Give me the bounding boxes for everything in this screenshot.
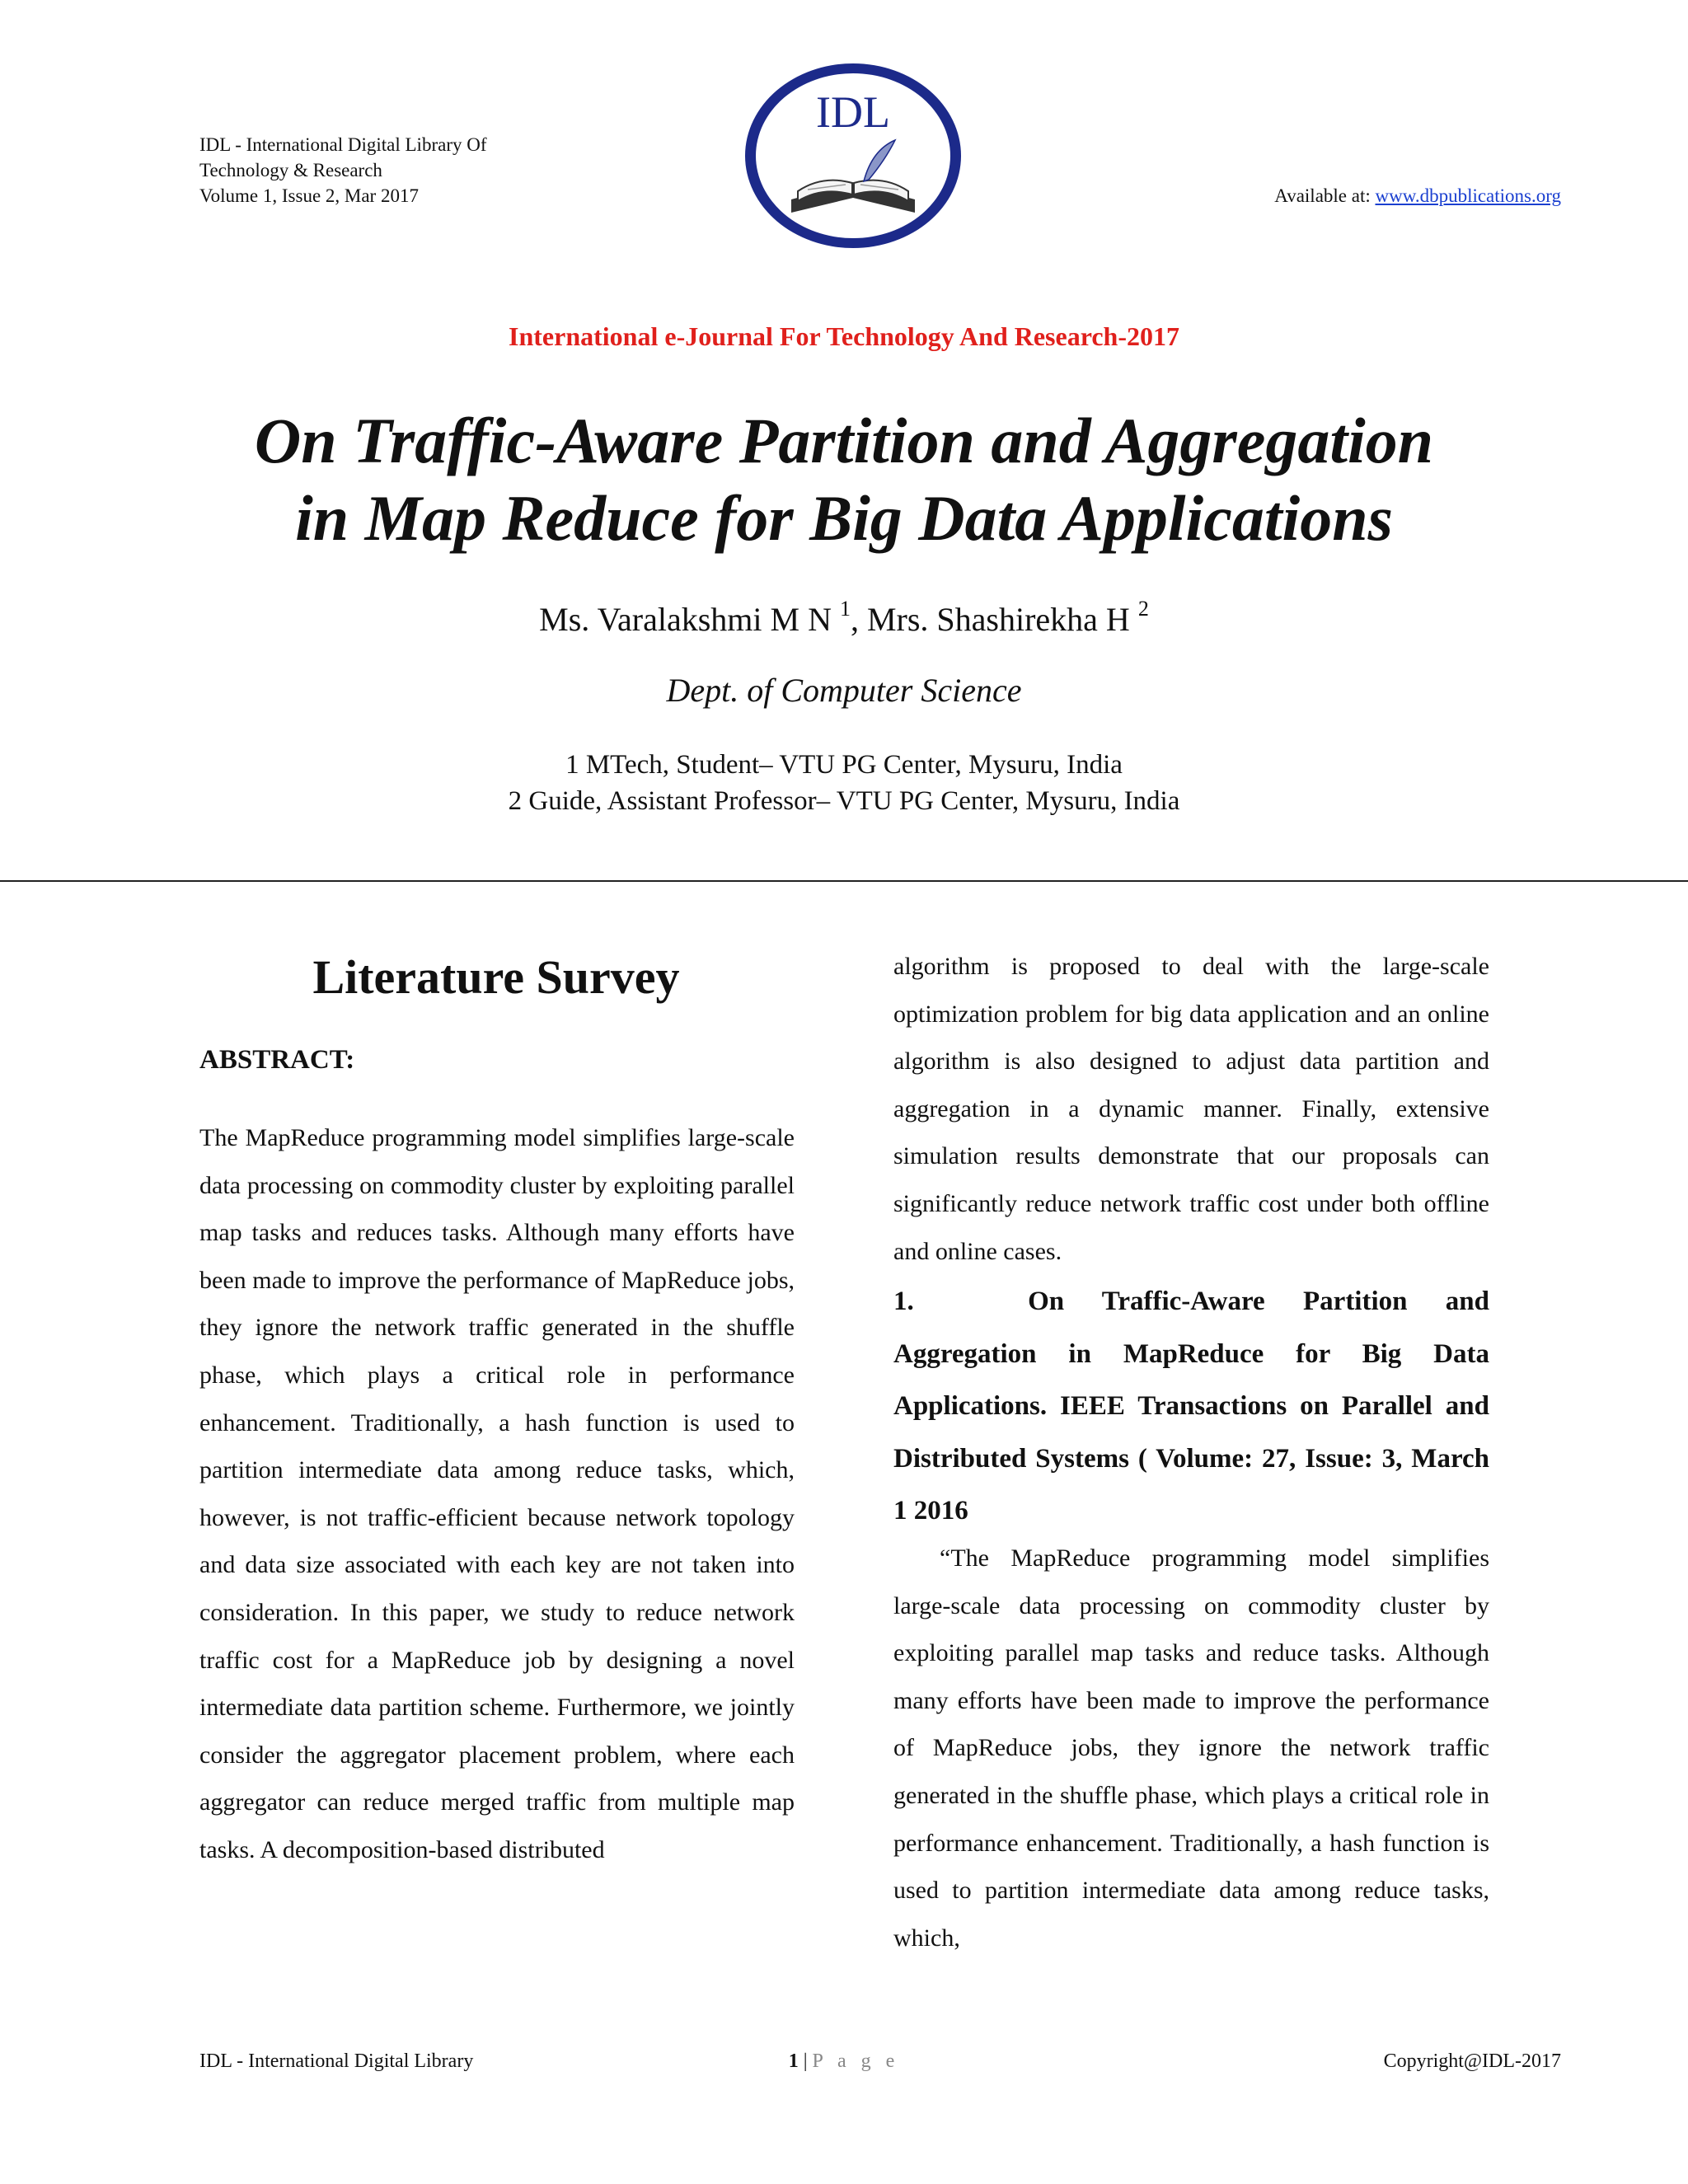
section-heading: Literature Survey bbox=[312, 950, 680, 1004]
availability bbox=[1274, 183, 1561, 209]
affiliation-1: 1 MTech, Student– VTU PG Center, Mysuru, India bbox=[565, 750, 1123, 780]
footer-left: IDL - International Digital Library bbox=[199, 2050, 474, 2072]
reference-title: On Traffic-Aware Partition and Aggregation in MapReduce for Big Data Applications. IEEE Transactions on Parallel and Distributed Systems ( Volume: 27, Issue: 3, March 1 2016 bbox=[893, 1286, 1489, 1526]
author-1-marker: 1 bbox=[839, 597, 851, 621]
volume-issue: Volume 1, Issue 2, Mar 2017 bbox=[199, 185, 419, 206]
authors bbox=[0, 588, 1688, 640]
abstract-continuation: algorithm is proposed to deal with the large-scale optimization problem for big data application and an online algorithm is also designed to adjust data partition and aggregation in a dynamic manner. Finally, extensive simulation results demonstrate that our proposals can significantly reduce network traffic cost under both offline and online cases. bbox=[893, 953, 1489, 1265]
author-2-marker: 2 bbox=[1137, 597, 1149, 621]
abstract-text: The MapReduce programming model simplifies large-scale data processing on commodity cluster by exploiting parallel map tasks and reduces tasks. Although many efforts have been made to improve the performance of MapReduce jobs, they ignore the network traffic generated in the shuffle phase, which plays a critical role in performance enhancement. Traditionally, a hash function is used to partition intermediate data among reduce tasks, which, however, is not traffic-efficient because network topology and data size associated with each key are not taken into consideration. In this paper, we study to reduce network traffic cost for a MapReduce job by designing a novel intermediate data partition scheme. Furthermore, we jointly consider the aggregator placement problem, where each aggregator can reduce merged traffic from multiple map tasks. A decomposition-based distributed bbox=[199, 1124, 795, 1863]
title-line: in Map Reduce for Big Data Applications bbox=[295, 482, 1393, 554]
abstract-heading: ABSTRACT: bbox=[199, 1045, 355, 1075]
logo-text: IDL bbox=[816, 87, 890, 137]
department: Dept. of Computer Science bbox=[666, 672, 1022, 709]
page-number-value: 1 bbox=[788, 2050, 799, 2072]
page-word: P a g e bbox=[812, 2050, 900, 2072]
journal-name: International e-Journal For Technology And Research-2017 bbox=[509, 321, 1179, 351]
page-separator: | bbox=[798, 2050, 813, 2072]
header-divider bbox=[0, 880, 1688, 882]
paper-title bbox=[0, 402, 1688, 557]
author-separator: , bbox=[850, 601, 867, 638]
idl-logo bbox=[740, 59, 966, 252]
journal-info bbox=[199, 132, 487, 209]
journal-info-line: Technology & Research bbox=[199, 160, 382, 180]
title-line: On Traffic-Aware Partition and Aggregation bbox=[254, 405, 1434, 476]
affiliation-2: 2 Guide, Assistant Professor– VTU PG Center, Mysuru, India bbox=[508, 786, 1180, 816]
reference-number: 1. bbox=[893, 1286, 914, 1316]
quote-text: “The MapReduce programming model simplifies large-scale data processing on commodity cluster by exploiting parallel map tasks and reduce tasks. Although many efforts have been made to improve the performance of MapReduce jobs, they ignore the network traffic generated in the shuffle phase, which plays a critical role in performance enhancement. Traditionally, a hash function is used to partition intermediate data among reduce tasks, which, bbox=[893, 1544, 1489, 1952]
reference-heading bbox=[893, 1276, 1489, 1538]
available-label: Available at: bbox=[1274, 185, 1376, 206]
journal-info-line: IDL - International Digital Library Of bbox=[199, 134, 487, 155]
copyright: Copyright@IDL-2017 bbox=[1383, 2050, 1561, 2072]
affiliations bbox=[0, 747, 1688, 819]
author-1: Ms. Varalakshmi M N bbox=[539, 601, 832, 638]
publisher-link[interactable]: www.dbpublications.org bbox=[1375, 185, 1561, 206]
author-2: Mrs. Shashirekha H bbox=[866, 601, 1130, 638]
quote-paragraph bbox=[893, 1535, 1489, 1961]
